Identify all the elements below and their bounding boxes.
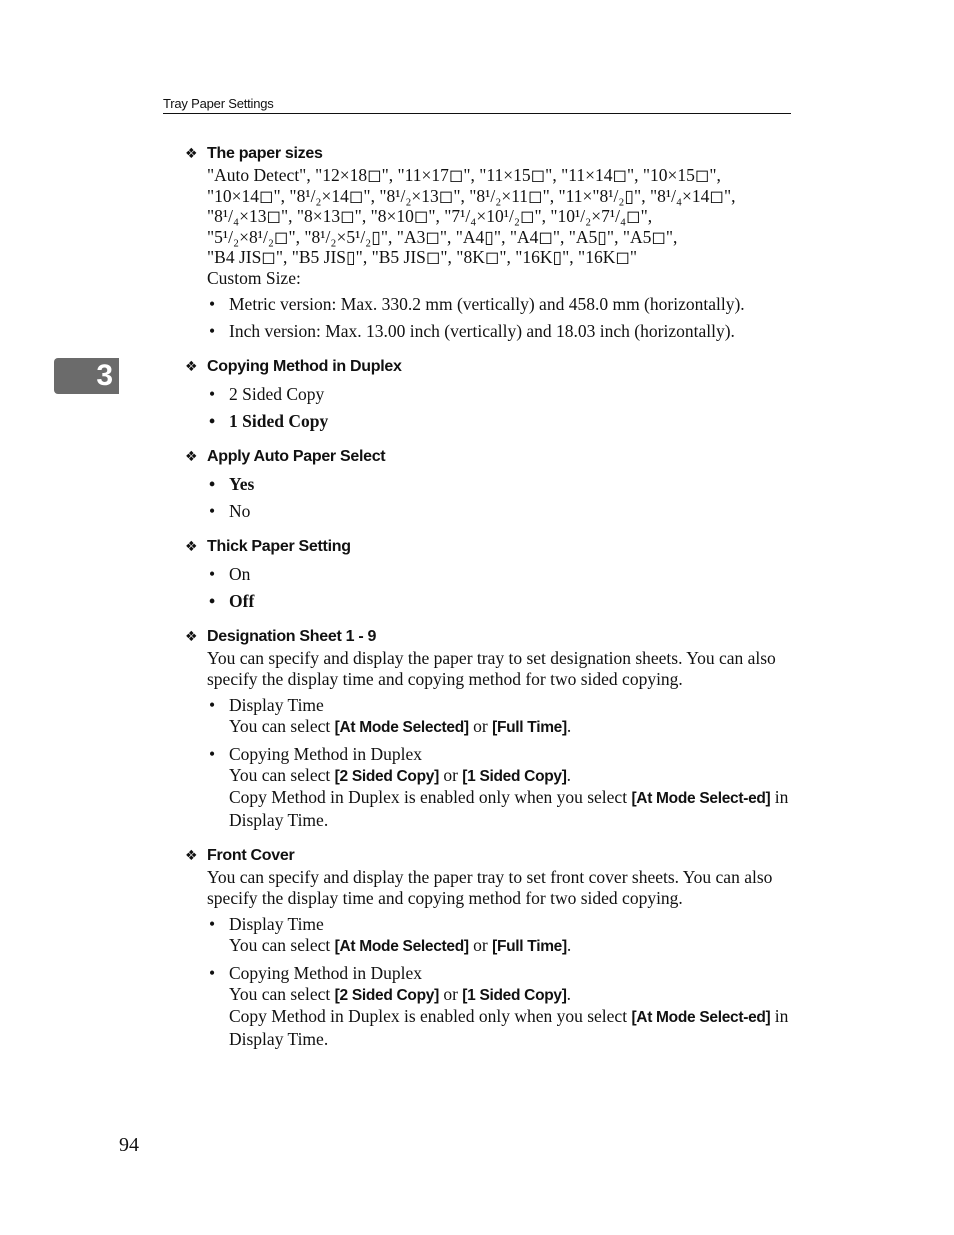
section-heading: The paper sizes <box>207 145 323 162</box>
paper-size-list <box>207 165 793 288</box>
diamond-bullet-icon: ❖ <box>185 448 198 464</box>
list-item: • Inch version: Max. 13.00 inch (vertically) and 18.03 inch (horizontally). <box>207 321 793 342</box>
key-label: [Full Time] <box>492 937 567 955</box>
section-thick-paper <box>185 535 793 611</box>
item-description: You can select [At Mode Selected] or [Full Time]. <box>229 934 572 955</box>
section-heading: Front Cover <box>207 847 295 864</box>
list-item: • No <box>207 501 793 522</box>
paper-size-line: "Auto Detect", "12×18◻", "11×17◻", "11×15◻", "11×14◻", "10×15◻", <box>207 165 721 185</box>
section-front-cover <box>185 844 793 1049</box>
list-item-default: • Off <box>207 591 793 612</box>
diamond-bullet-icon: ❖ <box>185 358 198 374</box>
page-content <box>185 142 793 1063</box>
item-note: Copy Method in Duplex is enabled only when you select [At Mode Select-ed] in Display Time. <box>229 787 789 830</box>
list-item: • Metric version: Max. 330.2 mm (vertically) and 458.0 mm (horizontally). <box>207 294 793 315</box>
list-item: • 2 Sided Copy <box>207 384 793 405</box>
key-label: [At Mode Select-ed] <box>631 1009 771 1026</box>
diamond-bullet-icon: ❖ <box>185 538 198 554</box>
paper-size-line: "5¹/₂×8¹/₂◻", "8¹/₂×5¹/₂▯", "A3◻", "A4▯", "A4◻", "A5▯", "A5◻", <box>207 226 678 247</box>
key-label: [At Mode Selected] <box>334 718 469 736</box>
item-description: You can select [2 Sided Copy] or [1 Sided Copy]. <box>229 764 571 785</box>
diamond-bullet-icon: ❖ <box>185 628 198 644</box>
section-auto-paper-select <box>185 445 793 521</box>
section-heading: Designation Sheet 1 - 9 <box>207 628 377 645</box>
list-item <box>207 744 793 830</box>
custom-size-label: Custom Size: <box>207 267 301 288</box>
list-item <box>207 914 793 957</box>
key-label: [1 Sided Copy] <box>462 986 567 1004</box>
key-label: [At Mode Select-ed] <box>631 790 771 807</box>
key-label: [2 Sided Copy] <box>334 767 439 785</box>
list-item <box>207 695 793 738</box>
chapter-tab <box>54 358 119 394</box>
page-number: 94 <box>119 1134 139 1156</box>
key-label: [Full Time] <box>492 718 567 736</box>
running-header: Tray Paper Settings <box>163 96 791 114</box>
diamond-bullet-icon: ❖ <box>185 847 198 863</box>
item-description: You can select [2 Sided Copy] or [1 Sided Copy]. <box>229 983 571 1004</box>
section-paper-sizes <box>185 142 793 341</box>
item-title: • Display Time <box>229 695 324 715</box>
section-intro: You can specify and display the paper tray to set front cover sheets. You can also specify the display time and copying method for two sided copying. <box>207 867 773 908</box>
section-heading: Copying Method in Duplex <box>207 358 402 375</box>
key-label: [1 Sided Copy] <box>462 767 567 785</box>
item-title: • Copying Method in Duplex <box>229 963 422 983</box>
item-title: • Copying Method in Duplex <box>229 744 422 764</box>
paper-size-line: "B4 JIS◻", "B5 JIS▯", "B5 JIS◻", "8K◻", "16K▯", "16K◻" <box>207 247 638 267</box>
chapter-number: 3 <box>96 359 113 392</box>
item-title: • Display Time <box>229 914 324 934</box>
section-heading: Thick Paper Setting <box>207 538 351 555</box>
paper-size-line: "10×14◻", "8¹/₂×14◻", "8¹/₂×13◻", "8¹/₂×11◻", "11×"8¹/₂▯", "8¹/₄×14◻", <box>207 185 736 206</box>
section-heading: Apply Auto Paper Select <box>207 448 386 465</box>
diamond-bullet-icon: ❖ <box>185 145 198 161</box>
item-description: You can select [At Mode Selected] or [Full Time]. <box>229 715 572 736</box>
item-note: Copy Method in Duplex is enabled only when you select [At Mode Select-ed] in Display Time. <box>229 1006 789 1049</box>
section-intro: You can specify and display the paper tray to set designation sheets. You can also specify the display time and copying method for two sided copying. <box>207 648 776 689</box>
key-label: [2 Sided Copy] <box>334 986 439 1004</box>
paper-size-line: "8¹/₄×13◻", "8×13◻", "8×10◻", "7¹/₄×10¹/₂◻", "10¹/₂×7¹/₄◻", <box>207 206 653 226</box>
key-label: [At Mode Selected] <box>334 937 469 955</box>
list-item: • On <box>207 564 793 585</box>
list-item-default: • Yes <box>207 474 793 495</box>
list-item <box>207 963 793 1049</box>
list-item-default: • 1 Sided Copy <box>207 411 793 432</box>
section-designation-sheet <box>185 625 793 830</box>
section-copying-method <box>185 355 793 431</box>
